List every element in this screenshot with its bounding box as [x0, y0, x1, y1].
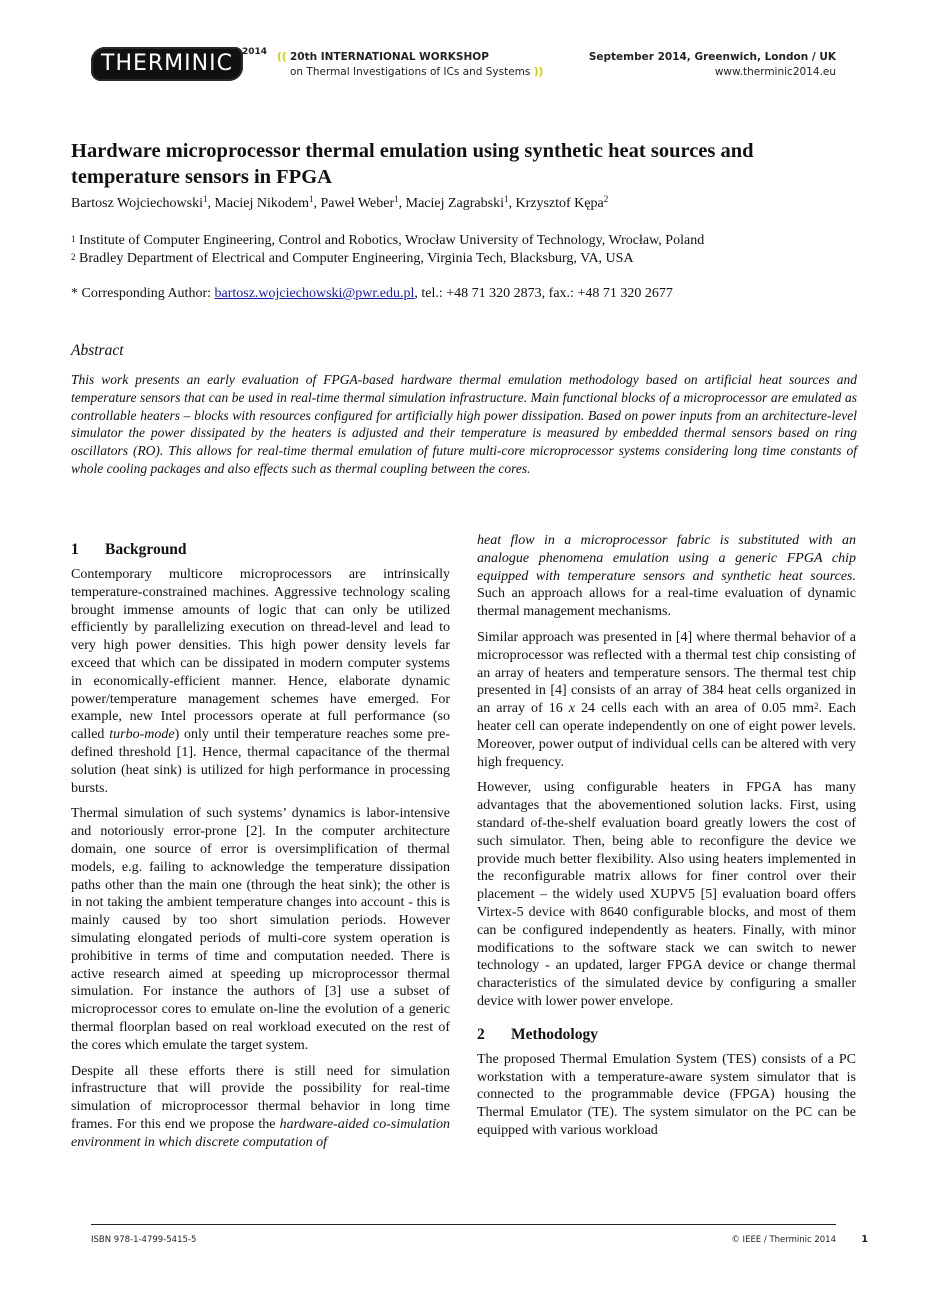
- emphasis: turbo-mode: [109, 727, 175, 743]
- affiliation: [71, 232, 704, 250]
- paragraph: Despite all these efforts there is still need for simulation infrastructure that will provide the possibility for real-time simulation of microprocessor thermal behavior in long time frames. For this end we propose the hardware-aided co-simulation environment in which discrete computation of: [71, 1063, 451, 1150]
- workshop-line2: on Thermal Investigations of ICs and Systems: [290, 66, 531, 78]
- paragraph: Similar approach was presented in [4] where thermal behavior of a microprocessor was reflected with a thermal test chip consisting of an array of heaters and temperature sensors. The thermal test chip presented in [4] consists of an array of 384 heat cells organized in an array of 16 x 24 cells each with an area of 0.05 $mm^2$. Each heater cell can operate independently on one of eight power levels. Moreover, power output of individual cells can be altered with very high frequency.: [477, 629, 856, 770]
- date-location: September 2014, Greenwich, London / UK: [588, 51, 836, 63]
- aff-text: Institute of Computer Engineering, Control and Robotics, Wrocław University of Technology, Wrocław, Poland: [79, 233, 705, 248]
- author-aff: 1: [308, 194, 314, 204]
- left-column: [71, 540, 450, 1160]
- corresponding-author: [71, 286, 673, 302]
- right-column: [477, 532, 856, 1148]
- separator: ,: [207, 196, 215, 211]
- author: Krzysztof Kępa: [515, 196, 604, 211]
- emphasis-continued: heat flow in a microprocessor fabric is substituted with an analogue phenomena emulation using a generic FPGA chip equipped with temperature sensors and synthetic heat sources.: [477, 533, 856, 584]
- paragraph: Thermal simulation of such systems’ dynamics is labor-intensive and notoriously error-prone [2]. In the computer architecture domain, one source of error is oversimplification of thermal models, e.g. failing to acknowledge the temperature dissipation paths other than the main one (through the heat sink); the other is in not taking the ambient temperature changes into account - this is mainly caused by too short simulation periods. However simulating elongated periods of multi-core system operation is prohibitive in terms of time and computation needed. There is active research aimed at speeding up microprocessor thermal simulation. For instance the authors of [3] use a subset of microprocessor cores to emulate on-line the evolution of a generic thermal floorplan based on real workload executed on the rest of the cores which emulate the target system.: [71, 806, 450, 1053]
- paragraph: However, using configurable heaters in FPGA has many advantages that the abovementioned solution lacks. First, using standard of-the-shelf evaluation board greatly lowers the cost of such simulator. Then, being able to reconfigure the device we provide much better flexibility. Also using heaters implemented in the reconfigurable matrix allows for finer control over their placement – the widely used XUPV5 [5] evaluation board offers Virtex-5 device with 8640 configurable blocks, and most of them can be configured independently as heaters. Finally, with minor modifications to the software stack we can switch to newer technology - an updated, larger FPGA device or change thermal characteristics of the simulated device by configuring a smaller device with lower power envelope.: [477, 780, 856, 1009]
- abstract-heading: Abstract: [71, 342, 124, 359]
- emphasis: hardware-aided co-simulation environment in which discrete computation of: [71, 1116, 451, 1150]
- bracket-open: ((: [277, 51, 287, 63]
- corr-prefix: * Corresponding Author:: [71, 286, 215, 301]
- author-aff: 1: [394, 194, 399, 204]
- paper-title: Hardware microprocessor thermal emulation using synthetic heat sources and temperature sensors in FPGA: [71, 140, 754, 188]
- aff-text: Bradley Department of Electrical and Computer Engineering, Virginia Tech, Blacksburg, VA, USA: [79, 251, 634, 266]
- author-aff: 2: [603, 194, 609, 204]
- corr-contact: , tel.: +48 71 320 2873, fax.: +48 71 320 2677: [414, 286, 673, 301]
- email-link[interactable]: bartosz.wojciechowski@pwr.edu.pl: [214, 286, 415, 301]
- aff-num: 1: [71, 234, 76, 244]
- page-number: 1: [861, 1234, 868, 1245]
- section-title: Background: [105, 541, 187, 558]
- isbn: ISBN 978-1-4799-5415-5: [91, 1235, 197, 1245]
- bracket-close: )): [533, 66, 544, 78]
- separator: ,: [398, 196, 406, 211]
- section-heading: [71, 540, 450, 560]
- workshop-title: [277, 50, 543, 80]
- affiliation: [71, 250, 704, 268]
- author: Bartosz Wojciechowski: [71, 196, 203, 211]
- affiliations: [71, 232, 704, 268]
- author: Maciej Zagrabski: [405, 196, 504, 211]
- separator: ,: [313, 196, 321, 211]
- author-list: [71, 196, 608, 212]
- therminic-logo: THERMINIC: [91, 47, 243, 81]
- workshop-line1: 20th INTERNATIONAL WORKSHOP: [289, 51, 489, 63]
- author: Paweł Weber: [320, 196, 395, 211]
- author: Maciej Nikodem: [214, 196, 309, 211]
- section-number: 2: [477, 1025, 485, 1043]
- event-info: [589, 50, 836, 80]
- section-title: Methodology: [511, 1025, 598, 1043]
- section-number: 1: [71, 541, 79, 558]
- logo-year: 2014: [242, 47, 268, 57]
- section-heading: [477, 1025, 856, 1045]
- aff-num: 2: [71, 252, 76, 262]
- author-aff: 1: [503, 194, 509, 204]
- separator: ,: [508, 196, 516, 211]
- author-aff: 1: [202, 194, 208, 204]
- paragraph: Contemporary multicore microprocessors are intrinsically temperature-constrained machines. Aggressive technology scaling brought immense amounts of logic that can only be utilized efficiently by parallelizing execution on thread-level and lead to very high power densities. This high power density levels far exceed that which can be dissipated in modern computer systems in economically-efficient manner. Hence, elaborate dynamic power/temperature management schemes have emerged. For example, new Intel processors operate at full performance (so called turbo-mode) only until their temperature reaches some pre-defined threshold [1]. Hence, thermal capacitance of the thermal solution (heat sink) is utilized for high performance in processing bursts.: [71, 567, 451, 796]
- website-link[interactable]: www.therminic2014.eu: [714, 66, 836, 78]
- copyright: © IEEE / Therminic 2014: [731, 1235, 836, 1245]
- footer-divider: [91, 1224, 836, 1225]
- abstract-text: This work presents an early evaluation of FPGA-based hardware thermal emulation methodology based on artificial heat sources and temperature sensors that can be used in real-time thermal simulation infrastructure. Main functional blocks of a microprocessor are emulated as controllable heaters – blocks with resources configured for artificially high power dissipation. Based on power inputs from an architecture-level simulator the power dissipated by the heaters is adjusted and their temperature is measured by embedded thermal sensors based on ring oscillators (RO). This allows for real-time thermal emulation of future multi-core microprocessor systems considering long time constants of whole cooling packages and also effects such as thermal coupling between the cores.: [71, 372, 857, 476]
- paragraph: heat flow in a microprocessor fabric is substituted with an analogue phenomena emulation using a generic FPGA chip equipped with temperature sensors and synthetic heat sources. Such an approach allows for a real-time evaluation of dynamic thermal management mechanisms.: [477, 533, 856, 620]
- paragraph: The proposed Thermal Emulation System (TES) consists of a PC workstation with a temperature-aware system simulator that is connected to the programmable device (FPGA) housing the Thermal Emulator (TE). The system simulator on the PC can be equipped with various workload: [477, 1051, 856, 1138]
